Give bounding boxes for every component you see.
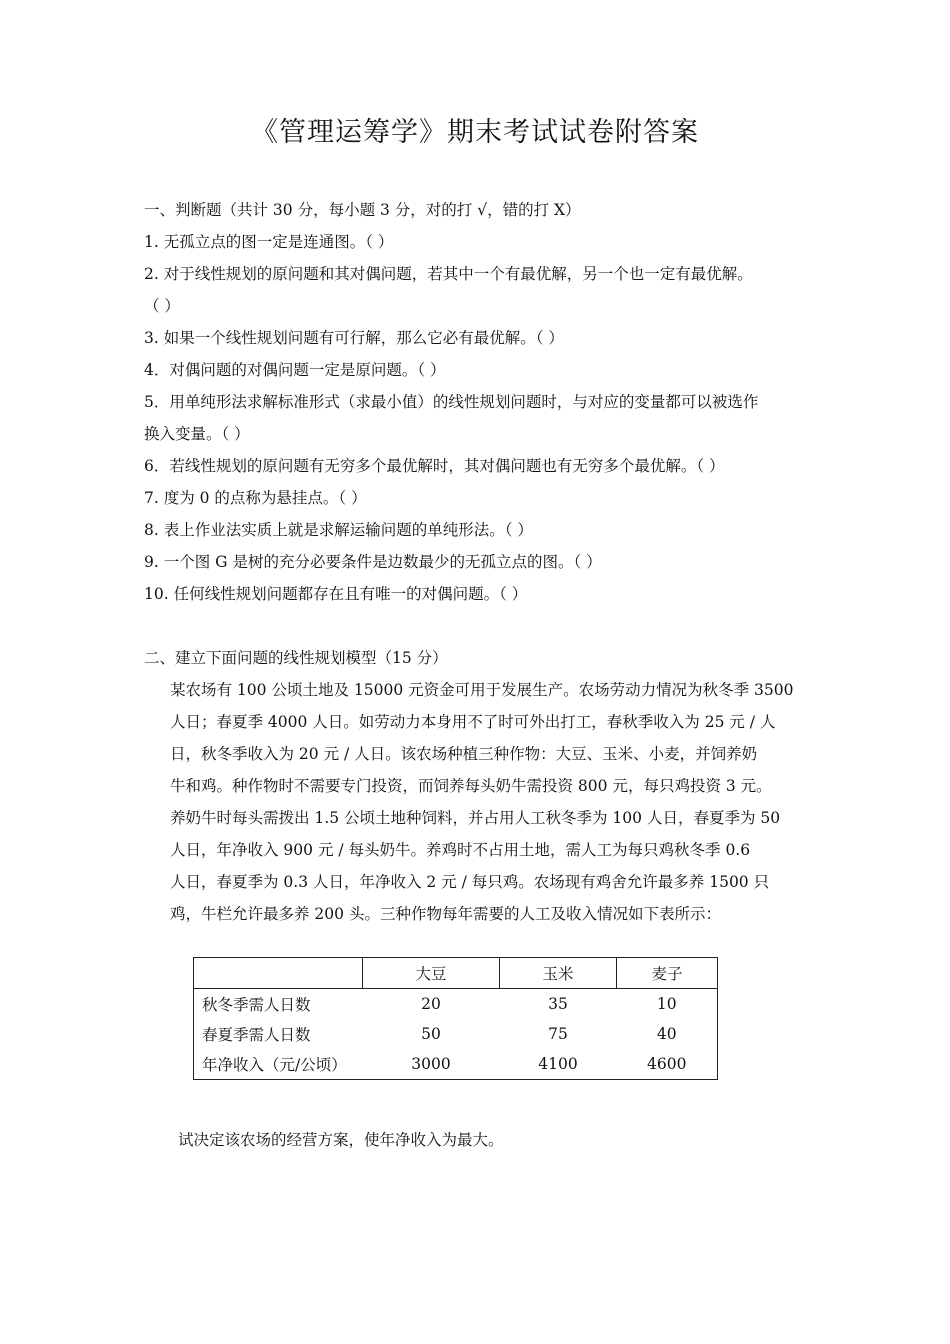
problem-text-line: 牛和鸡。种作物时不需要专门投资，而饲养每头奶牛需投资 800 元，每只鸡投资 3 元。: [170, 777, 772, 795]
table-cell: 4100: [500, 1049, 617, 1080]
table-header-row: [194, 958, 718, 989]
question-2-blank: （ ）: [144, 297, 180, 315]
section1-heading: 一、判断题（共计 30 分，每小题 3 分，对的打 √，错的打 X）: [144, 201, 581, 219]
table-row: [194, 1049, 718, 1080]
question-prompt: 试决定该农场的经营方案，使年净收入为最大。: [178, 1131, 504, 1149]
table-cell: 75: [548, 1025, 568, 1043]
table-cell: 20: [421, 995, 441, 1013]
table-cell: 40: [617, 1019, 718, 1049]
table-header-cell: 大豆: [363, 958, 500, 989]
question-3: 3. 如果一个线性规划问题有可行解，那么它必有最优解。（ ）: [144, 329, 564, 347]
table-cell: 35: [548, 995, 568, 1013]
problem-text-line: 日，秋冬季收入为 20 元 / 人日。该农场种植三种作物：大豆、玉米、小麦，并饲养奶: [170, 745, 758, 763]
table-cell: 年净收入（元/公顷）: [194, 1049, 363, 1080]
page-title: 《管理运筹学》期末考试试卷附答案: [251, 117, 699, 148]
question-6: 6．若线性规划的原问题有无穷多个最优解时，其对偶问题也有无穷多个最优解。（ ）: [144, 457, 725, 475]
problem-text-line: 人日，春夏季为 0.3 人日，年净收入 2 元 / 每只鸡。农场现有鸡舍允许最多养 1500 只: [170, 873, 770, 891]
table-cell: 秋冬季需人日数: [194, 989, 363, 1020]
table-cell: 3000: [363, 1049, 500, 1080]
table-row: [194, 1019, 718, 1049]
table-header-cell: 麦子: [617, 958, 718, 989]
table-cell: 50: [421, 1025, 441, 1043]
table-cell: 4600: [617, 1049, 718, 1080]
crop-data-table: [193, 957, 718, 1080]
problem-text-line: 养奶牛时每头需拨出 1.5 公顷土地种饲料，并占用人工秋冬季为 100 人日，春夏季为 50: [170, 809, 781, 827]
question-5-cont: 换入变量。（ ）: [144, 425, 250, 443]
table-header-cell: 玉米: [500, 958, 617, 989]
table-cell: 春夏季需人日数: [194, 1019, 363, 1049]
question-2: 2. 对于线性规划的原问题和其对偶问题，若其中一个有最优解，另一个也一定有最优解。: [144, 265, 753, 283]
problem-text-line: 鸡，牛栏允许最多养 200 头。三种作物每年需要的人工及收入情况如下表所示：: [170, 905, 721, 923]
question-8: 8. 表上作业法实质上就是求解运输问题的单纯形法。（ ）: [144, 521, 533, 539]
question-10: 10. 任何线性规划问题都存在且有唯一的对偶问题。（ ）: [144, 585, 528, 603]
table-row: [194, 989, 718, 1020]
question-5: 5．用单纯形法求解标准形式（求最小值）的线性规划问题时，与对应的变量都可以被选作: [144, 393, 759, 411]
problem-text-line: 某农场有 100 公顷土地及 15000 元资金可用于发展生产。农场劳动力情况为秋冬季 3500: [170, 681, 794, 699]
question-4: 4．对偶问题的对偶问题一定是原问题。（ ）: [144, 361, 446, 379]
question-9: 9. 一个图 G 是树的充分必要条件是边数最少的无孤立点的图。（ ）: [144, 553, 602, 571]
problem-text-line: 人日；春夏季 4000 人日。如劳动力本身用不了时可外出打工，春秋季收入为 25 元 / 人: [170, 713, 776, 731]
table-header-cell: [194, 958, 363, 989]
problem-text-line: 人日，年净收入 900 元 / 每头奶牛。养鸡时不占用土地，需人工为每只鸡秋冬季 0.6: [170, 841, 751, 859]
question-7: 7. 度为 0 的点称为悬挂点。（ ）: [144, 489, 367, 507]
section2-heading: 二、建立下面问题的线性规划模型（15 分）: [144, 649, 448, 667]
table-cell: 10: [617, 989, 718, 1020]
question-1: 1. 无孤立点的图一定是连通图。（ ）: [144, 233, 394, 251]
